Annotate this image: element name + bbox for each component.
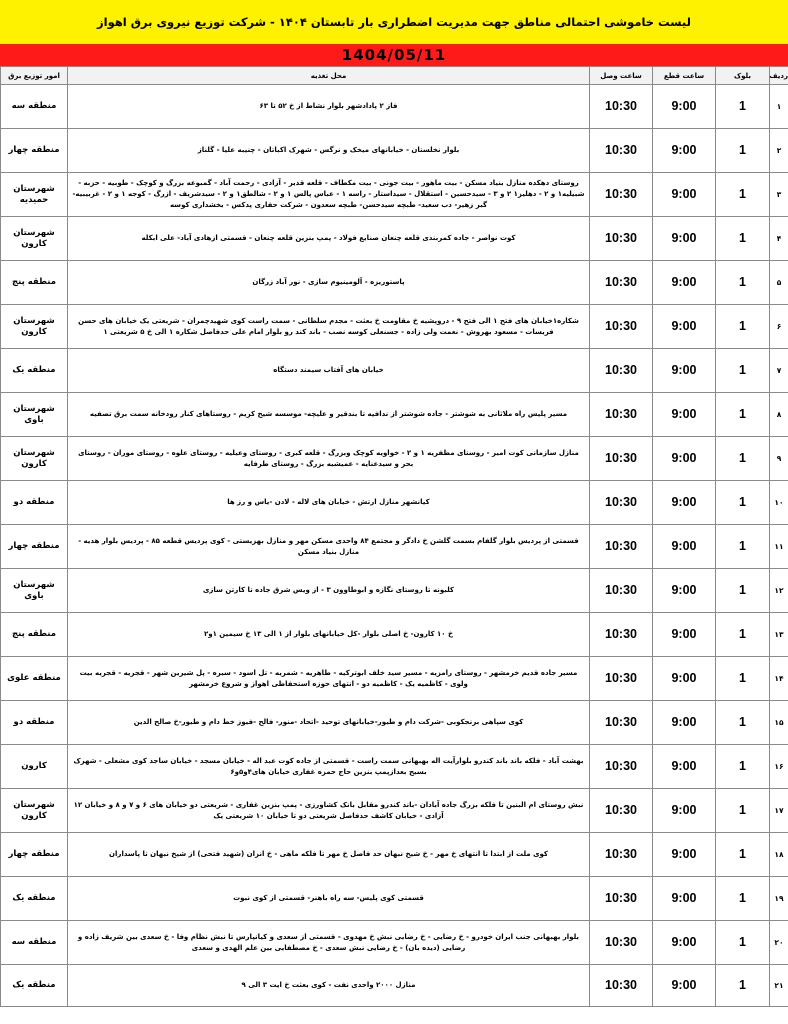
- cut-time-cell: 9:00: [653, 877, 716, 921]
- distribution-area-cell: منطقه علوی: [1, 657, 68, 701]
- cut-time-cell: 9:00: [653, 921, 716, 965]
- table-row: [1, 701, 788, 745]
- connect-time-cell: 10:30: [590, 701, 653, 745]
- connect-time-cell: 10:30: [590, 393, 653, 437]
- location-cell: کوت نواصر - جاده کمربندی قلعه چنعان صنایع فولاد - پمپ بنزین قلعه چنعان - قسمتی ازهادی آباد- علی ابکله: [68, 217, 590, 261]
- location-cell: فاز ۲ پادادشهر بلوار نشاط از خ ۵۲ تا ۶۳: [68, 85, 590, 129]
- row-number-cell: ۵: [770, 261, 788, 305]
- table-row: [1, 481, 788, 525]
- location-cell: کلبونه تا روستای نگازه و ابوطاوون ۳ - از ویس شرق جاده تا کارتن سازی: [68, 569, 590, 613]
- connect-time-cell: 10:30: [590, 481, 653, 525]
- table-row: [1, 745, 788, 789]
- row-number-cell: ۱۹: [770, 877, 788, 921]
- location-cell: مسیر جاده قدیم خرمشهر - روستای رامزیه - مسیر سید خلف ابوترکیه - طاهریه - شمریه - تل اسود - سیره - پل شیرین شهر - قجریه - قجریه بیت ولوی - کاظمیه یک - کاظمیه دو - انتهای حوزه استحفاظی اهواز و شروع خرمشهر: [68, 657, 590, 701]
- block-cell: 1: [716, 85, 770, 129]
- location-cell: روستای دهکده منازل بنیاد مسکن - بیت ماهور - بیت جونی - بیت مکطاف - قلعه قدیر - آزادی - رحمت آباد - گمبوعه بزرگ و کوچک - طوبیه - حزبه - شبیلیه۱ و ۲ - دهلیز۱ ۲ و ۳ - سیدحسین - استقلال - سیداستار - راسه ۱ - عباس پالس ۱ و ۲ - شالطق۱ و ۲ - سیدشریف - ازرگ - کوجه ۱ و ۲ - غربیبیه- گبر زهیر- دب سعید- طبچه سیدحسن- طبچه سعدون - شرکت حفاری پدکس - بخشداری کوسه: [68, 173, 590, 217]
- table-row: [1, 921, 788, 965]
- cut-time-cell: 9:00: [653, 261, 716, 305]
- distribution-area-cell: منطقه یک: [1, 877, 68, 921]
- distribution-area-cell: شهرستان باوی: [1, 569, 68, 613]
- distribution-area-cell: منطقه چهار: [1, 833, 68, 877]
- table-row: [1, 261, 788, 305]
- row-number-cell: ۹: [770, 437, 788, 481]
- connect-time-cell: 10:30: [590, 217, 653, 261]
- location-cell: منازل ۲۰۰۰ واحدی نفت - کوی بعثت خ ایت ۳ الی ۹: [68, 965, 590, 1007]
- location-cell: منازل سازمانی کوت امیر - روستای مظفریه ۱ و ۲ - خواویه کوچک وبزرگ - قلعه کبری - روستای وعیلیه - روستای علوه - روستای موران - روستای بحر و سیدعنایه - عمیشیه بزرگ - روستای طرفایه: [68, 437, 590, 481]
- table-row: [1, 217, 788, 261]
- page-title: لیست خاموشی احتمالی مناطق جهت مدیریت اضطراری بار تابستان ۱۴۰۴ - شرکت توزیع نیروی برق اهواز: [97, 15, 691, 29]
- table-row: [1, 305, 788, 349]
- row-number-cell: ۴: [770, 217, 788, 261]
- block-cell: 1: [716, 745, 770, 789]
- table-row: [1, 877, 788, 921]
- row-number-cell: ۱: [770, 85, 788, 129]
- distribution-area-cell: شهرستان کارون: [1, 305, 68, 349]
- cut-time-cell: 9:00: [653, 569, 716, 613]
- connect-time-cell: 10:30: [590, 173, 653, 217]
- table-row: [1, 525, 788, 569]
- table-row: [1, 657, 788, 701]
- row-number-cell: ۷: [770, 349, 788, 393]
- location-cell: کوی سپاهی برنجکوبی -شرکت دام و طیور-خیابانهای توحید -اتحاد -منور- فالح -فیوز خط دام و طیور-خ صالح الدین: [68, 701, 590, 745]
- distribution-area-cell: منطقه سه: [1, 921, 68, 965]
- cut-time-cell: 9:00: [653, 129, 716, 173]
- distribution-area-cell: شهرستان کارون: [1, 789, 68, 833]
- cut-time-cell: 9:00: [653, 437, 716, 481]
- connect-time-cell: 10:30: [590, 85, 653, 129]
- cut-time-cell: 9:00: [653, 833, 716, 877]
- connect-time-cell: 10:30: [590, 569, 653, 613]
- block-cell: 1: [716, 965, 770, 1007]
- title-bar: [0, 0, 788, 45]
- row-number-cell: ۱۰: [770, 481, 788, 525]
- block-cell: 1: [716, 261, 770, 305]
- cut-time-cell: 9:00: [653, 701, 716, 745]
- block-cell: 1: [716, 569, 770, 613]
- block-cell: 1: [716, 217, 770, 261]
- table-row: [1, 569, 788, 613]
- distribution-area-cell: منطقه پنج: [1, 613, 68, 657]
- location-cell: بلوار نخلستان - خیابانهای میخک و نرگس - شهرک اکباتان - چنیبه علیا - گلناز: [68, 129, 590, 173]
- distribution-area-cell: شهرستان کارون: [1, 437, 68, 481]
- location-cell: شکاره۱خیابان های فتح ۱ الی فتح ۹ - دروپشیه خ مقاومت خ بعثت - مجدم سلطانی - سمت راست کوی شهیدچمران - شریعتی یک خیابان های حسن فریسات - مسعود بهروش - نعمت ولی زاده - جسنعلی کوسه نصب - باند کند رو بلوار امام علی حدفاصل شکاره ۱ الی خ ۵ شریعتی ۱: [68, 305, 590, 349]
- distribution-area-cell: منطقه یک: [1, 349, 68, 393]
- connect-time-cell: 10:30: [590, 525, 653, 569]
- cut-time-cell: 9:00: [653, 745, 716, 789]
- connect-time-cell: 10:30: [590, 349, 653, 393]
- connect-time-cell: 10:30: [590, 877, 653, 921]
- cut-time-cell: 9:00: [653, 965, 716, 1007]
- connect-time-cell: 10:30: [590, 965, 653, 1007]
- row-number-cell: ۱۸: [770, 833, 788, 877]
- location-cell: کیانشهر منازل ارتش - خیابان های لاله - لادن -یاس و رز ها: [68, 481, 590, 525]
- block-cell: 1: [716, 789, 770, 833]
- connect-time-cell: 10:30: [590, 437, 653, 481]
- distribution-area-cell: شهرستان حمیدیه: [1, 173, 68, 217]
- block-cell: 1: [716, 305, 770, 349]
- block-cell: 1: [716, 525, 770, 569]
- connect-time-cell: 10:30: [590, 657, 653, 701]
- block-cell: 1: [716, 349, 770, 393]
- header-distribution-area: امور توزیع برق: [1, 67, 68, 85]
- row-number-cell: ۱۷: [770, 789, 788, 833]
- row-number-cell: ۱۱: [770, 525, 788, 569]
- location-cell: پاستوریزه - آلومینیوم سازی - نور آباد زرگان: [68, 261, 590, 305]
- distribution-area-cell: منطقه چهار: [1, 129, 68, 173]
- location-cell: کوی ملت از ابتدا تا انتهای خ مهر - خ شیخ نبهان حد فاصل خ مهر تا فلکه ماهی - خ انزان (شهید فتحی) از شیخ نبهان تا پاسداران: [68, 833, 590, 877]
- schedule-date: 1404/05/11: [341, 46, 447, 64]
- distribution-area-cell: منطقه پنج: [1, 261, 68, 305]
- block-cell: 1: [716, 613, 770, 657]
- distribution-area-cell: کارون: [1, 745, 68, 789]
- table-body: [1, 85, 788, 1007]
- table-row: [1, 833, 788, 877]
- connect-time-cell: 10:30: [590, 613, 653, 657]
- date-bar: [0, 44, 788, 66]
- location-cell: خیابان های آفتاب سیمند دستگاه: [68, 349, 590, 393]
- distribution-area-cell: منطقه سه: [1, 85, 68, 129]
- row-number-cell: ۸: [770, 393, 788, 437]
- connect-time-cell: 10:30: [590, 745, 653, 789]
- cut-time-cell: 9:00: [653, 305, 716, 349]
- block-cell: 1: [716, 833, 770, 877]
- block-cell: 1: [716, 437, 770, 481]
- connect-time-cell: 10:30: [590, 305, 653, 349]
- header-block: بلوک: [716, 67, 770, 85]
- block-cell: 1: [716, 921, 770, 965]
- location-cell: خ ۱۰ کارون- خ اصلی بلوار -کل خیابانهای بلوار از ۱ الی ۱۳ خ سیمین ۱و۲: [68, 613, 590, 657]
- cut-time-cell: 9:00: [653, 789, 716, 833]
- cut-time-cell: 9:00: [653, 217, 716, 261]
- block-cell: 1: [716, 173, 770, 217]
- distribution-area-cell: شهرستان کارون: [1, 217, 68, 261]
- location-cell: قسمتی از پردیس بلوار گلفام بسمت گلشن خ دادگر و مجتمع ۸۴ واحدی مسکن مهر و منازل بهزیستی - کوی پردیس قطعه ۸۵ - پردیس بلوار هدیه - منازل بنیاد مسکن: [68, 525, 590, 569]
- row-number-cell: ۱۶: [770, 745, 788, 789]
- location-cell: بهشت آباد - فلکه باند باند کندرو بلوارآیت اله بهبهانی سمت راست - قسمتی از جاده کوت عبد اله - خیابان مسجد - خیابان ساجد کوی مشعلی - شهرک بسیج بعدازپمپ بنزین حاج حمزه غفاری خیابان های۴و۵و۶: [68, 745, 590, 789]
- connect-time-cell: 10:30: [590, 129, 653, 173]
- header-location: محل تغذیه: [68, 67, 590, 85]
- block-cell: 1: [716, 393, 770, 437]
- row-number-cell: ۱۵: [770, 701, 788, 745]
- cut-time-cell: 9:00: [653, 525, 716, 569]
- row-number-cell: ۶: [770, 305, 788, 349]
- block-cell: 1: [716, 877, 770, 921]
- table-row: [1, 85, 788, 129]
- table-row: [1, 349, 788, 393]
- table-row: [1, 129, 788, 173]
- location-cell: قسمتی کوی پلیس- سه راه باهنر- قسمتی از کوی نبوت: [68, 877, 590, 921]
- distribution-area-cell: منطقه دو: [1, 481, 68, 525]
- cut-time-cell: 9:00: [653, 657, 716, 701]
- cut-time-cell: 9:00: [653, 481, 716, 525]
- connect-time-cell: 10:30: [590, 789, 653, 833]
- block-cell: 1: [716, 657, 770, 701]
- distribution-area-cell: منطقه دو: [1, 701, 68, 745]
- block-cell: 1: [716, 701, 770, 745]
- row-number-cell: ۲۰: [770, 921, 788, 965]
- header-cut-time: ساعت قطع: [653, 67, 716, 85]
- distribution-area-cell: منطقه یک: [1, 965, 68, 1007]
- header-row-number: ردیف: [770, 67, 788, 85]
- table-row: [1, 613, 788, 657]
- distribution-area-cell: شهرستان باوی: [1, 393, 68, 437]
- connect-time-cell: 10:30: [590, 833, 653, 877]
- block-cell: 1: [716, 129, 770, 173]
- row-number-cell: ۱۲: [770, 569, 788, 613]
- table-header-row: [1, 67, 788, 85]
- location-cell: بلوار بهبهانی جنب ایران خودرو - خ رضایی - خ رضایی نبش خ مهدوی - قسمتی از سعدی و کیانپارس تا نبش نظام وفا - خ سعدی بین شریف زاده و رضایی (دیده بان) - خ رضایی نبش سعدی - خ مصطفایی بین علم الهدی و سعدی: [68, 921, 590, 965]
- cut-time-cell: 9:00: [653, 349, 716, 393]
- location-cell: نبش روستای ام البنین تا فلکه بزرگ جاده آبادان -باند کندرو مقابل بانک کشاورزی - پمپ بنزین غفاری - شریعتی دو خیابان های ۶ و ۷ و ۸ و خیابان ۱۲ آزادی - خیابان کاشف حدفاصل شریعتی دو تا خیابان ۱۰ شریعتی یک: [68, 789, 590, 833]
- cut-time-cell: 9:00: [653, 173, 716, 217]
- row-number-cell: ۲۱: [770, 965, 788, 1007]
- table-row: [1, 393, 788, 437]
- location-cell: مسیر پلیس راه ملاثانی به شوشتر - جاده شوشتر از ندافیه تا بندقیر و علیچه- موسسه شیخ کریم - روستاهای کنار رودخانه سمت برق تصفیه: [68, 393, 590, 437]
- cut-time-cell: 9:00: [653, 85, 716, 129]
- header-connect-time: ساعت وصل: [590, 67, 653, 85]
- cut-time-cell: 9:00: [653, 393, 716, 437]
- connect-time-cell: 10:30: [590, 921, 653, 965]
- table-row: [1, 437, 788, 481]
- row-number-cell: ۱۳: [770, 613, 788, 657]
- cut-time-cell: 9:00: [653, 613, 716, 657]
- row-number-cell: ۲: [770, 129, 788, 173]
- connect-time-cell: 10:30: [590, 261, 653, 305]
- table-row: [1, 965, 788, 1007]
- distribution-area-cell: منطقه چهار: [1, 525, 68, 569]
- table-row: [1, 789, 788, 833]
- outage-table: [0, 66, 788, 1007]
- block-cell: 1: [716, 481, 770, 525]
- row-number-cell: ۱۴: [770, 657, 788, 701]
- table-row: [1, 173, 788, 217]
- row-number-cell: ۳: [770, 173, 788, 217]
